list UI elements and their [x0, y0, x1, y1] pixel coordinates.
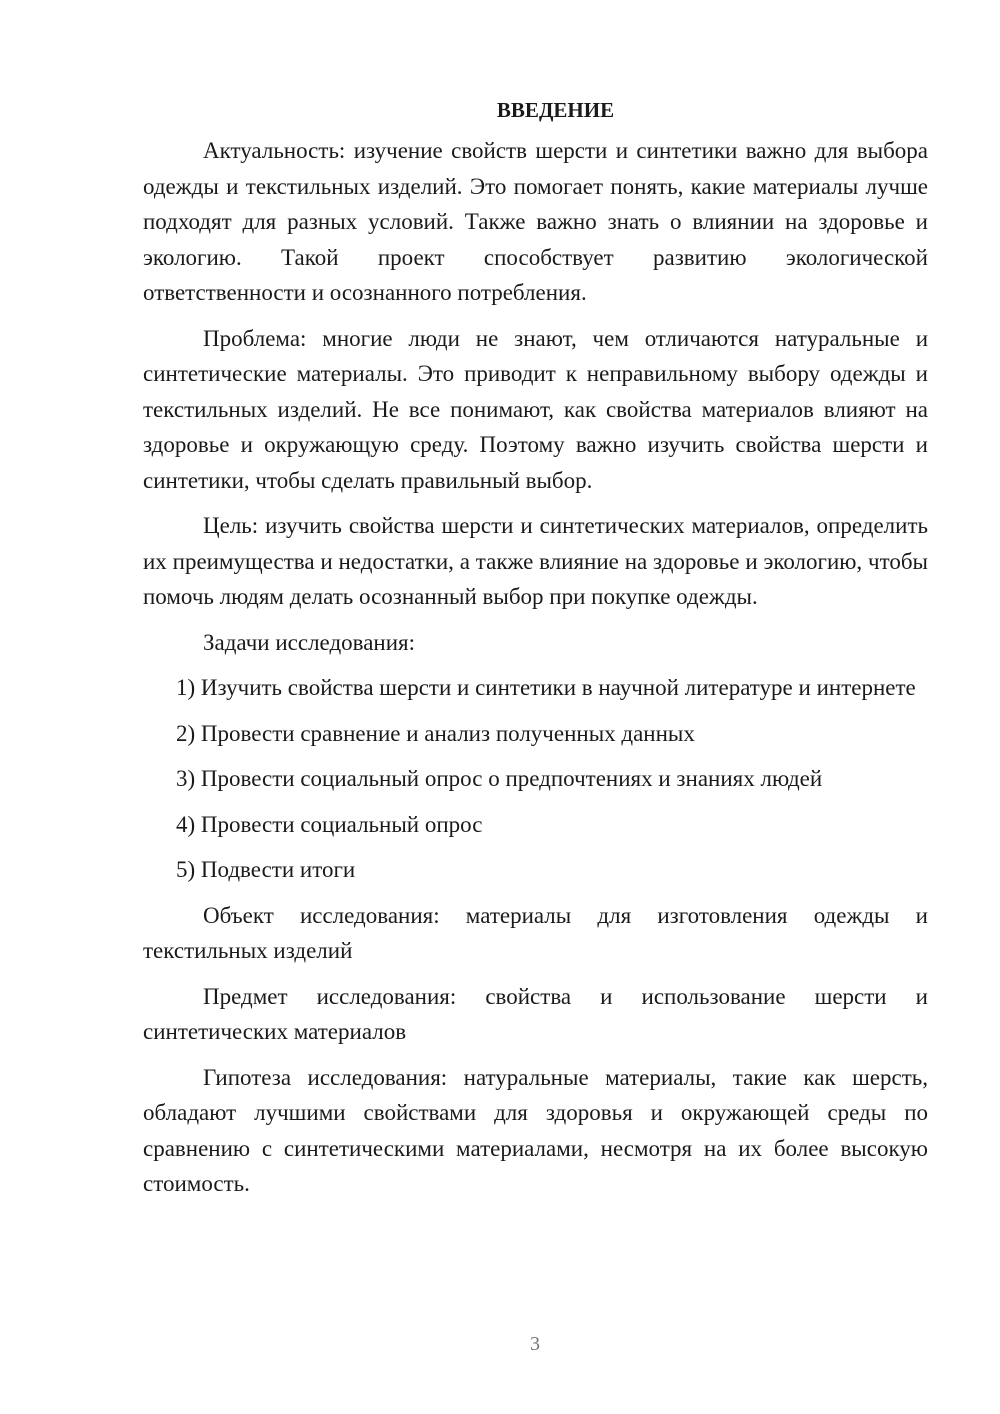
task-item-4: 4) Провести социальный опрос [176, 811, 483, 837]
paragraph-problem: Проблема: многие люди не знают, чем отличаются натуральные и синтетические материалы. Это приводит к неправильному выбору одежды и текстильных изделий. Не все понимают, как свойства материалов влияют на здоровье и окружающую среду. Поэтому важно изучить свойства шерсти и синтетики, чтобы сделать правильный выбор. [143, 325, 928, 493]
tasks-heading: Задачи исследования: [203, 629, 416, 655]
task-item-3: 3) Провести социальный опрос о предпочтениях и знаниях людей [176, 766, 823, 791]
paragraph-relevance: Актуальность: изучение свойств шерсти и синтетики важно для выбора одежды и текстильных изделий. Это помогает понять, какие материалы лучше подходят для разных условий. Также важно знать о влиянии на здоровье и экологию. Такой проект способствует развитию экологической ответственности и осознанного потребления. [143, 138, 928, 305]
task-item-1: 1) Изучить свойства шерсти и синтетики в научной литературе и интернете [176, 675, 916, 700]
paragraph-goal: Цель: изучить свойства шерсти и синтетических материалов, определить их преимущества и недостатки, а также влияние на здоровье и экологию, чтобы помочь людям делать осознанный выбор при покупке одежды. [143, 513, 928, 609]
task-item-5: 5) Подвести итоги [176, 857, 356, 882]
page-number: 3 [530, 1333, 540, 1355]
paragraph-subject: Предмет исследования: свойства и использование шерсти и синтетических материалов [143, 983, 928, 1044]
paragraph-hypothesis: Гипотеза исследования: натуральные материалы, такие как шерсть, обладают лучшими свойствами для здоровья и окружающей среды по сравнению с синтетическими материалами, несмотря на их более высокую стоимость. [143, 1064, 928, 1196]
page-title: ВВЕДЕНИЕ [496, 98, 615, 122]
paragraph-object: Объект исследования: материалы для изготовления одежды и текстильных изделий [143, 902, 928, 963]
task-item-2: 2) Провести сравнение и анализ полученных данных [176, 720, 695, 746]
